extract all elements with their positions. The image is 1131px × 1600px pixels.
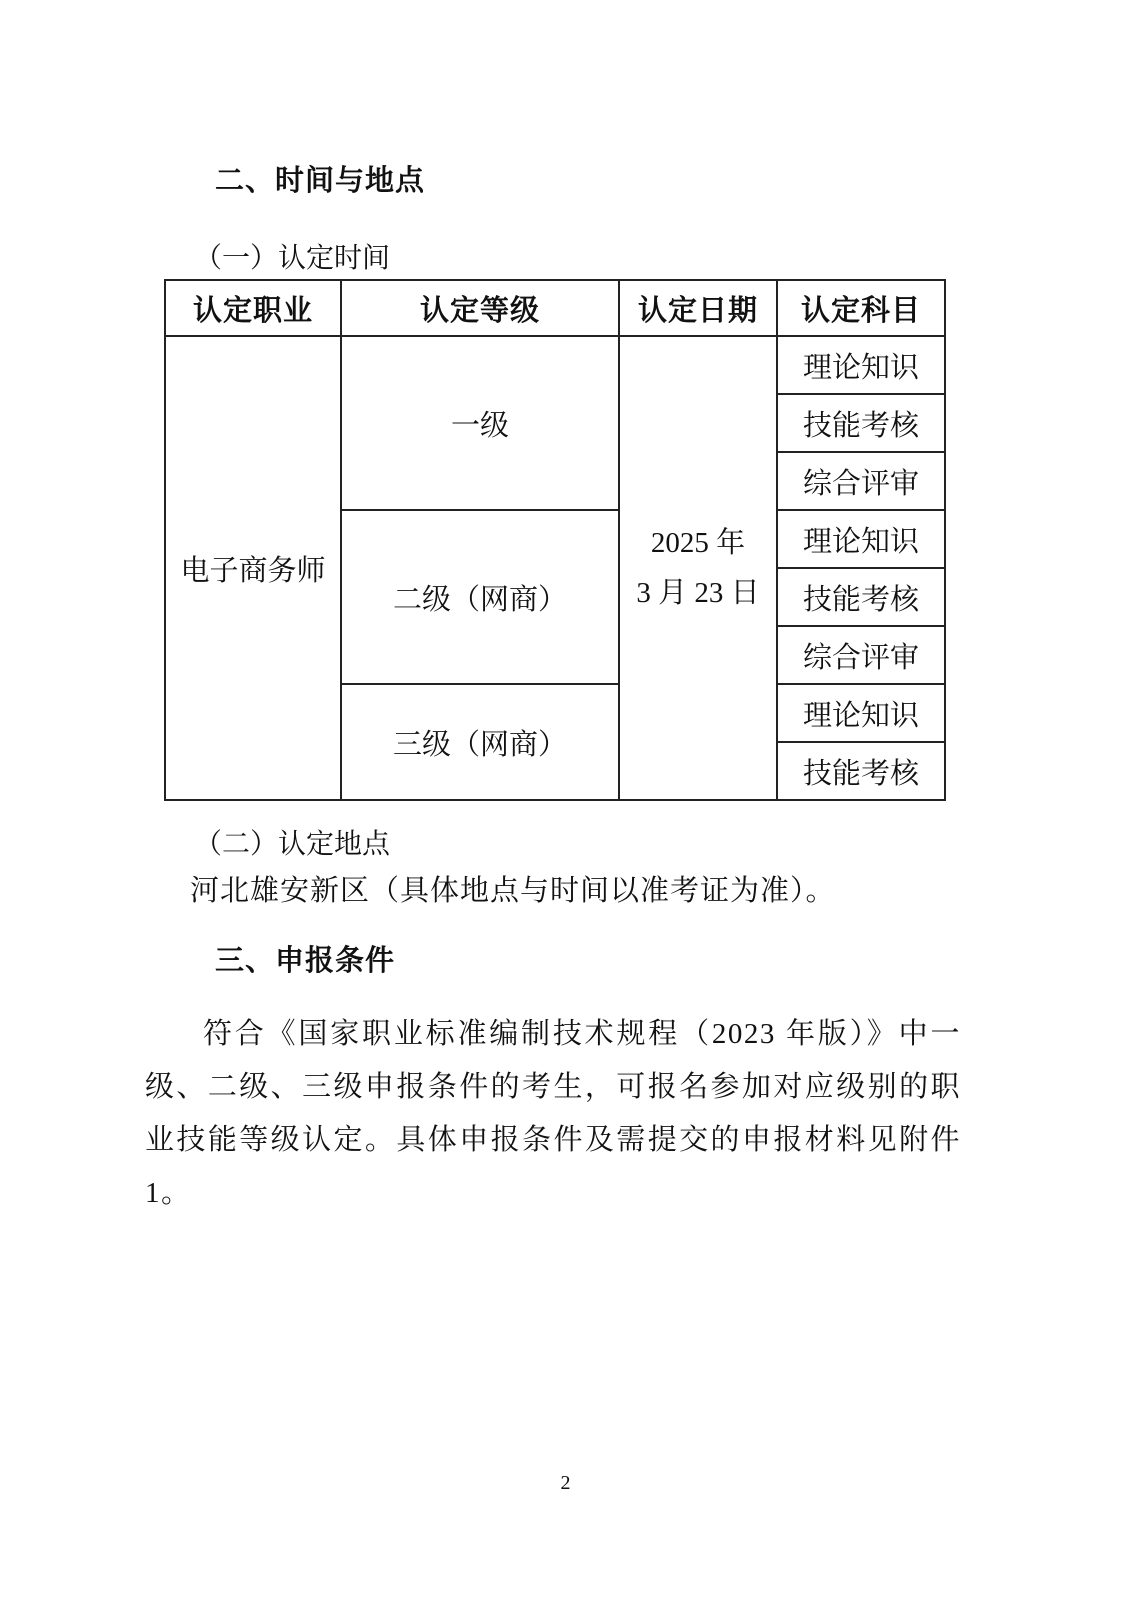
- location-text: 河北雄安新区（具体地点与时间以准考证为准）。: [190, 875, 836, 907]
- subject-cell: 综合评审: [777, 626, 945, 684]
- level-2-cell: 二级（网商）: [341, 510, 619, 684]
- date-cell: [619, 336, 777, 800]
- date-line-2: 3 月 23 日: [636, 577, 760, 609]
- subheading-cert-place: （二）认定地点: [194, 829, 391, 860]
- subheading-cert-time: （一）认定时间: [194, 243, 391, 274]
- subject-cell: 技能考核: [777, 742, 945, 800]
- page-number: 2: [560, 1472, 571, 1494]
- header-subject: 认定科目: [777, 280, 945, 336]
- table-header-row: [165, 280, 945, 336]
- header-occupation: 认定职业: [165, 280, 341, 336]
- certification-schedule-table: [164, 279, 946, 801]
- section-heading-time-place: 二、时间与地点: [215, 165, 426, 197]
- table-row: [165, 336, 945, 394]
- header-date: 认定日期: [619, 280, 777, 336]
- subject-cell: 技能考核: [777, 394, 945, 452]
- level-3-cell: 三级（网商）: [341, 684, 619, 800]
- subject-cell: 理论知识: [777, 336, 945, 394]
- section-heading-conditions: 三、申报条件: [215, 945, 396, 977]
- subject-cell: 技能考核: [777, 568, 945, 626]
- conditions-paragraph: 符合《国家职业标准编制技术规程（2023 年版）》中一级、二级、三级申报条件的考生，可报名参加对应级别的职业技能等级认定。具体申报条件及需提交的申报材料见附件 1。: [145, 1018, 961, 1209]
- date-line-1: 2025 年: [650, 527, 746, 559]
- subject-cell: 理论知识: [777, 510, 945, 568]
- level-1-cell: 一级: [341, 336, 619, 510]
- header-level: 认定等级: [341, 280, 619, 336]
- subject-cell: 综合评审: [777, 452, 945, 510]
- subject-cell: 理论知识: [777, 684, 945, 742]
- occupation-cell: 电子商务师: [165, 336, 341, 800]
